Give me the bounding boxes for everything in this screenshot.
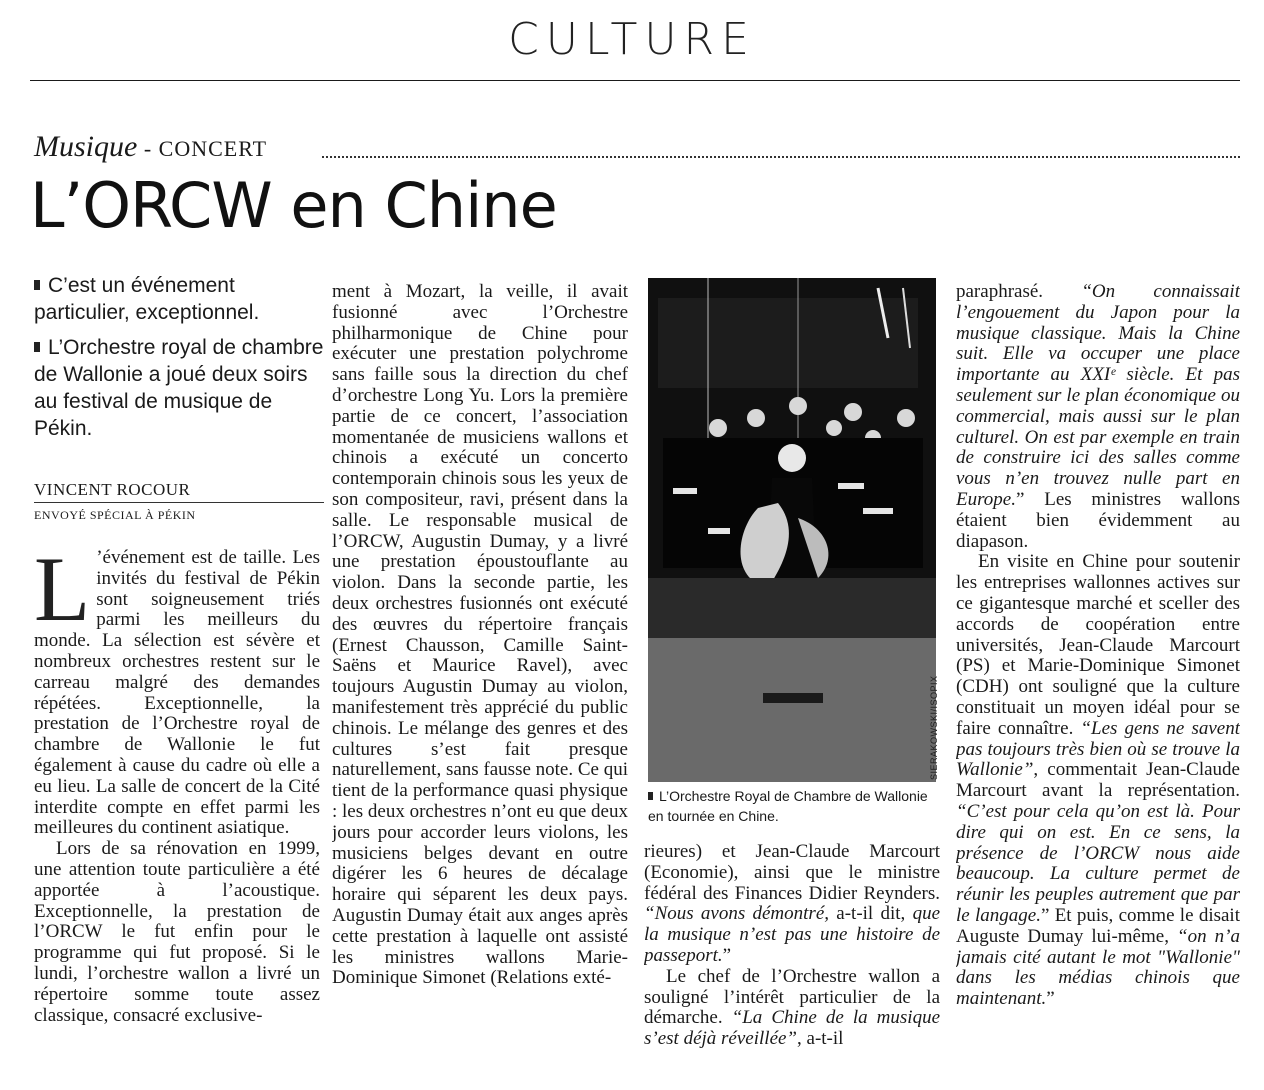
quote-text: “La Chine de la musique s’est déjà réveillée”	[644, 1007, 940, 1050]
rubric-divider	[30, 80, 1240, 81]
summary-item	[34, 272, 324, 326]
orchestra-photo	[648, 278, 936, 782]
photo-credit: SIERAKOWSKI/ISOPIX	[929, 675, 939, 780]
article-column-3	[644, 842, 940, 1082]
summary	[34, 272, 324, 450]
drop-cap: L	[34, 548, 91, 640]
body-paragraph	[956, 552, 1240, 1010]
body-text: , a-t-il	[797, 1028, 844, 1050]
bullet-icon	[648, 792, 653, 800]
section-rubric: CULTURE	[508, 14, 756, 65]
photo-caption	[648, 786, 938, 826]
body-paragraph: Lors de sa rénovation en 1999, une attention toute particulière a été apportée à l’acoustique. Exceptionnelle, la prestation de l’ORCW le fut enfin pour le programme qui fut proposé. Si le lundi, l’orchestre wallon a livré un répertoire somme toute assez classique, consacré exclusive-	[34, 838, 320, 1026]
body-paragraph	[644, 842, 940, 967]
summary-item	[34, 334, 324, 442]
body-text: En visite en Chine pour soutenir les entreprises wallonnes actives sur ce gigantesque marché et sceller des accords de coopération entre universités, Jean-Claude Marcourt (PS) et Marie-Dominique Simonet (CDH) ont souligné que la culture constituait un moyen idéal pour se faire connaître.	[956, 551, 1240, 739]
body-text: ”	[1046, 988, 1055, 1010]
body-text: a-t-il dit,	[829, 903, 913, 925]
bullet-icon	[34, 342, 40, 352]
quote-text: que la musique n’est pas une histoire de passeport.	[644, 903, 940, 966]
body-paragraph	[644, 967, 940, 1050]
quote-text: “on n’a jamais cité autant le mot "Wallonie" dans les médias chinois que maintenant.	[956, 925, 1240, 1010]
body-text: ”	[722, 944, 732, 966]
summary-item-text: C’est un événement particulier, exceptionnel.	[34, 274, 260, 324]
quote-text: “On connaissait l’engouement du Japon pour la musique classique. Mais la Chine suit. Elle va occuper une place importante au XXIᵉ siècle. Et pas seulement sur le plan économique ou commercial, mais aussi sur le plan culturel. On est par exemple en train de construire ici des salles comme vous n’en trouvez nulle part en Europe.	[956, 282, 1240, 510]
body-text: ” Et puis, comme le disait Auguste Dumay lui-même,	[956, 904, 1240, 947]
body-text: Le chef de l’Orchestre wallon a souligné l’intérêt particulier de la démarche.	[644, 965, 940, 1029]
article-column-4	[956, 282, 1240, 1082]
photo-caption-text: L’Orchestre Royal de Chambre de Wallonie en tournée en Chine.	[648, 788, 928, 824]
body-text: paraphrasé.	[956, 282, 1082, 302]
kicker-dotted-rule	[322, 156, 1240, 158]
body-paragraph	[34, 548, 320, 839]
headline: L’ORCW en Chine	[30, 169, 557, 242]
body-text: , commentait Jean-Claude Marcourt avant la représentation.	[956, 759, 1240, 802]
body-text: ” Les ministres wallons étaient bien évidemment au diapason.	[956, 488, 1240, 552]
kicker-category: CONCERT	[158, 136, 268, 161]
article-column-1	[34, 548, 320, 1083]
quote-text: “Nous avons démontré,	[644, 903, 830, 925]
body-paragraph	[956, 282, 1240, 552]
bullet-icon	[34, 280, 40, 290]
summary-item-text: L’Orchestre royal de chambre de Wallonie a joué deux soirs au festival de musique de Pékin.	[34, 336, 324, 440]
quote-text: “Les gens ne savent pas toujours très bien où se trouve la Wallonie”	[956, 717, 1240, 781]
byline: VINCENT ROCOUR	[34, 480, 324, 503]
kicker-separator: -	[137, 136, 159, 161]
body-text: ’événement est de taille. Les invités du festival de Pékin sont soigneusement triés parmi les meilleurs du monde. La sélection est sévère et nombreux orchestres restent sur le carreau malgré des demandes répétées. Exceptionnelle, la prestation de l’Orchestre royal de chambre de Wallonie le fut également à cause du cadre où elle a eu lieu. La salle de concert de la Cité interdite compte en effet parmi les meilleures du continent asiatique.	[34, 548, 320, 839]
kicker-section: Musique	[34, 130, 138, 163]
dateline: ENVOYÉ SPÉCIAL À PÉKIN	[34, 508, 196, 522]
body-paragraph: ment à Mozart, la veille, il avait fusionné avec l’Orchestre philharmonique de Chine pour exécuter une prestation polychrome sans faille sous la direction du chef d’orchestre Long Yu. Lors la première partie de ce concert, l’association momentanée de musiciens wallons et chinois a exécuté un concerto contemporain chinois sous les yeux de son compositeur, ravi, présent dans la salle. Le responsable musical de l’ORCW, Augustin Dumay, y a livré une prestation époustouflante au violon. Dans la seconde partie, les deux orchestres fusionnés ont exécuté des œuvres du répertoire français (Ernest Chausson, Camille Saint-Saëns et Maurice Ravel), avec toujours Augustin Dumay au violon, manifestement très apprécié du public chinois. Le mélange des genres et des cultures s’est fait presque naturellement, sans fausse note. Ce qui tient de la performance quasi physique : les deux orchestres n’ont eu que deux jours pour accorder leurs violons, les musiciens belges devant en outre digérer les 6 heures de décalage horaire qui séparent les deux pays. Augustin Dumay était aux anges après cette prestation à laquelle ont assisté les ministres wallons Marie-Dominique Simonet (Relations exté-	[332, 282, 628, 989]
body-text: rieures) et Jean-Claude Marcourt (Economie), ainsi que le ministre fédéral des Finances Didier Reynders.	[644, 842, 940, 904]
article-column-2	[332, 282, 628, 1082]
kicker	[34, 130, 267, 164]
quote-text: “C’est pour cela qu’on est là. Pour dire qui on est. En ce sens, la présence de l’ORCW nous aide beaucoup. La culture permet de réunir les peuples autrement que par le langage.	[956, 800, 1240, 926]
